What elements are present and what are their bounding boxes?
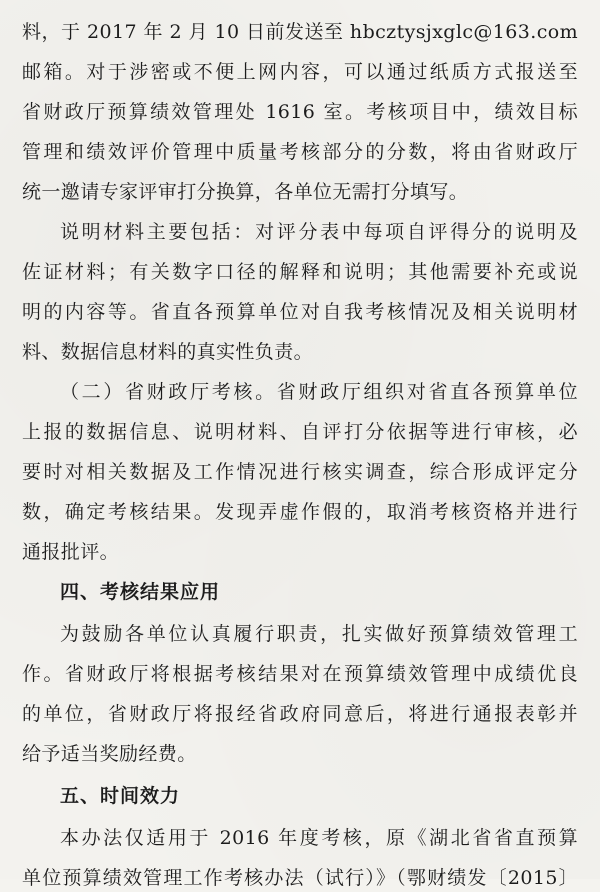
text-line-10: （二）省财政厅考核。省财政厅组织对省直各预算单位 xyxy=(60,381,578,403)
text-line-9: 料、数据信息材料的真实性负责。 xyxy=(22,341,314,363)
text-line-5: 统一邀请专家评审打分换算，各单位无需打分填写。 xyxy=(22,181,469,203)
text-line-2: 邮箱。对于涉密或不便上网内容，可以通过纸质方式报送至 xyxy=(22,61,578,83)
text-line-3: 省财政厅预算绩效管理处 1616 室。考核项目中，绩效目标 xyxy=(22,101,578,123)
text-line-8: 明的内容等。省直各预算单位对自我考核情况及相关说明材 xyxy=(22,301,578,323)
text-line-11: 上报的数据信息、说明材料、自评打分依据等进行审核，必 xyxy=(22,421,578,443)
text-line-12: 要时对相关数据及工作情况进行核实调查，综合形成评定分 xyxy=(22,461,578,483)
text-line-1: 料，于 2017 年 2 月 10 日前发送至 hbcztysjxglc@163.com xyxy=(22,21,578,43)
text-line-19: 给予适当奖励经费。 xyxy=(22,743,197,765)
text-line-21: 本办法仅适用于 2016 年度考核，原《湖北省省直预算 xyxy=(60,827,578,849)
section-heading-5: 五、时间效力 xyxy=(60,785,181,807)
text-line-6: 说明材料主要包括：对评分表中每项自评得分的说明及 xyxy=(60,221,578,243)
text-line-17: 作。省财政厅将根据考核结果对在预算绩效管理中成绩优良 xyxy=(22,663,578,685)
text-line-14: 通报批评。 xyxy=(22,541,120,563)
text-line-22: 单位预算绩效管理工作考核办法（试行）》（鄂财绩发〔2015〕 xyxy=(22,867,578,889)
text-line-18: 的单位，省财政厅将报经省政府同意后，将进行通报表彰并 xyxy=(22,703,578,725)
text-line-4: 管理和绩效评价管理中质量考核部分的分数，将由省财政厅 xyxy=(22,141,578,163)
text-line-13: 数，确定考核结果。发现弄虚作假的，取消考核资格并进行 xyxy=(22,501,578,523)
text-line-7: 佐证材料；有关数字口径的解释和说明；其他需要补充或说 xyxy=(22,261,578,283)
text-line-16: 为鼓励各单位认真履行职责，扎实做好预算绩效管理工 xyxy=(60,623,578,645)
section-heading-4: 四、考核结果应用 xyxy=(60,581,221,603)
